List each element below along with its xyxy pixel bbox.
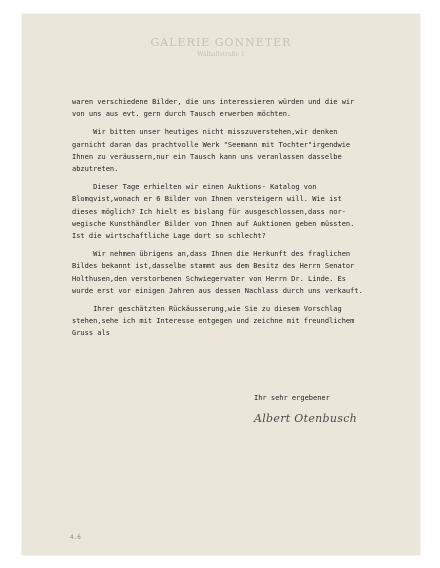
signature: Albert Otenbusch [254, 412, 358, 425]
body-line: stehen,sehe ich mit Interesse entgegen und zeichne mit freundlichem [72, 317, 355, 326]
letter-body [72, 96, 410, 340]
body-line: Ihrer geschätzten Rückäusserung,wie Sie zu diesem Vorschlag [72, 305, 342, 314]
body-line: Wir bitten unser heutiges nicht misszuverstehen,wir denken [72, 128, 338, 137]
body-line: Bildes bekannt ist,dasselbe stammt aus dem Besitz des Herrn Senator [72, 262, 355, 271]
body-line: Holthusen,den verstorbenen Schwiegervater von Herrn Dr. Linde. Es [72, 274, 346, 283]
body-line: wegische Kunsthändler Bilder von Ihnen auf Auktionen geben müssten. [72, 219, 355, 228]
body-line: garnicht daran das prachtvolle Werk "Seemann mit Tochter"irgendwie [72, 140, 351, 149]
letterhead-name: GALERIE GONNETER [150, 36, 292, 49]
body-line: abzutreten. [72, 165, 119, 174]
letterhead-address: Walhallstraße 1 [197, 51, 245, 58]
page-mark: 4.6 [70, 534, 81, 541]
body-line: waren verschiedene Bilder, die uns interessieren würden und die wir [72, 98, 355, 106]
body-line: Ihnen zu veräussern,nur ein Tausch kann uns veranlassen dasselbe [72, 152, 342, 161]
body-line: Dieser Tage erhielten wir einen Auktions- Katalog von [72, 183, 317, 192]
letter-sheet [22, 14, 420, 555]
body-line: Ist die wirtschaftliche Lage dort so schlecht? [72, 232, 266, 241]
body-line: von uns aus evt. gern durch Tausch erwerben möchten. [72, 110, 292, 119]
body-line: Blomqvist,wonach er 6 Bilder von Ihnen versteigern will. Wie ist [72, 195, 342, 204]
body-line: dieses möglich? Ich hielt es bislang für ausgeschlossen,dass nor- [72, 207, 346, 216]
body-line: Gruss als [72, 329, 110, 338]
body-line: wurde erst vor einigen Jahren aus dessen Nachlass durch uns verkauft. [72, 286, 363, 295]
body-line: Wir nehmen übrigens an,dass Ihnen die Herkunft des fraglichen [72, 250, 351, 259]
closing-line: Ihr sehr ergebener [254, 394, 330, 402]
letterhead [22, 36, 420, 58]
